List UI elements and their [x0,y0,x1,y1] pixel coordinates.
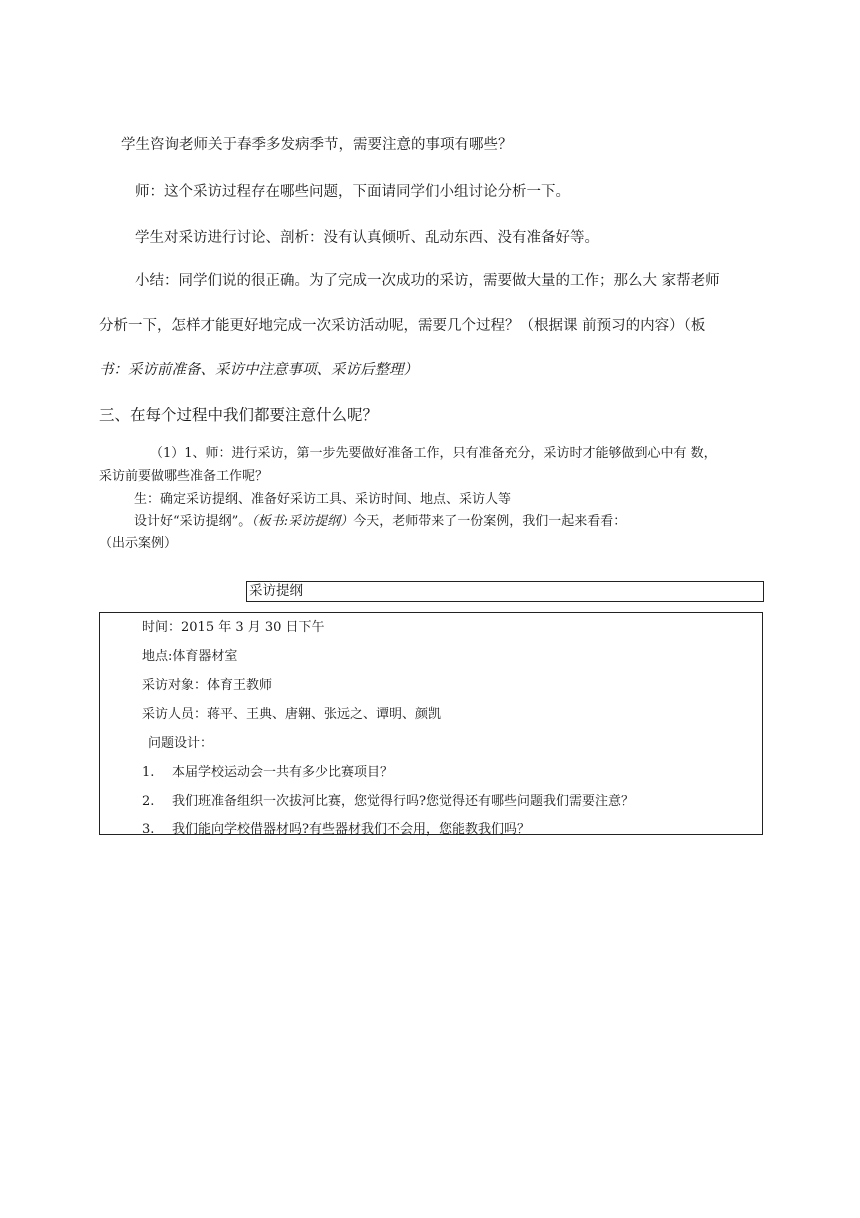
question-text: 我们班准备组织一次拔河比赛，您觉得行吗?您觉得还有哪些问题我们需要注意？ [172,794,634,809]
paragraph-summary-line2: 分析一下，怎样才能更好地完成一次采访活动呢，需要几个过程？（根据课 前预习的内容）（板 [99,318,706,334]
outline-box [99,612,763,835]
step1-line2: 采访前要做哪些准备工作呢？ [99,469,269,484]
paragraph-teacher-discussion: 师：这个采访过程存在哪些问题，下面请同学们小组讨论分析一下。 [135,184,570,200]
step1-line4-post: 今天，老师带来了一份案例，我们一起来看看： [353,514,627,529]
step1-line5: （出示案例） [99,536,178,551]
step1-line3: 生：确定采访提纲、准备好采访工具、采访时间、地点、采访人等 [134,492,512,507]
outline-question-item [142,790,634,809]
outline-time: 时间：2015 年 3 月 30 日下午 [142,620,325,635]
blackboard-note: 书：采访前准备、采访中注意事项、采访后整理） [99,362,418,378]
section-heading: 三、在每个过程中我们都要注意什么呢？ [99,406,379,424]
paragraph-student-analysis: 学生对采访进行讨论、剖析：没有认真倾听、乱动东西、没有准备好等。 [135,230,599,246]
paragraph-summary-line1: 小结：同学们说的很正确。为了完成一次成功的采访，需要做大量的工作；那么大 家帮老师 [135,273,720,289]
outline-interviewee: 采访对象：体育王教师 [142,678,273,693]
question-number: 2. [142,794,155,809]
question-number: 1. [142,765,155,780]
question-number: 3. [142,822,155,837]
outline-question-item [142,761,393,780]
outline-interviewers: 采访人员：蒋平、王典、唐翱、张远之、谭明、颜凯 [142,707,442,722]
step1-line4-blackboard: （板书:采访提纲） [251,514,354,529]
step1-line4-pre: 设计好“采访提纲”。 [134,514,252,529]
step1-line1: （1）1、师：进行采访，第一步先要做好准备工作，只有准备充分，采访时才能够做到心中有 数， [150,446,717,461]
question-text: 本届学校运动会一共有多少比赛项目？ [172,765,394,780]
outline-question-item [142,818,530,837]
outline-place: 地点:体育器材室 [142,649,238,664]
outline-question-header: 问题设计： [148,736,214,751]
paragraph-student-question: 学生咨询老师关于春季多发病季节，需要注意的事项有哪些？ [121,137,513,153]
outline-title-box [246,581,764,602]
outline-title: 采访提纲 [249,583,303,599]
question-text: 我们能向学校借器材吗?有些器材我们不会用，您能教我们吗？ [172,822,530,837]
step1-line4 [134,510,626,529]
